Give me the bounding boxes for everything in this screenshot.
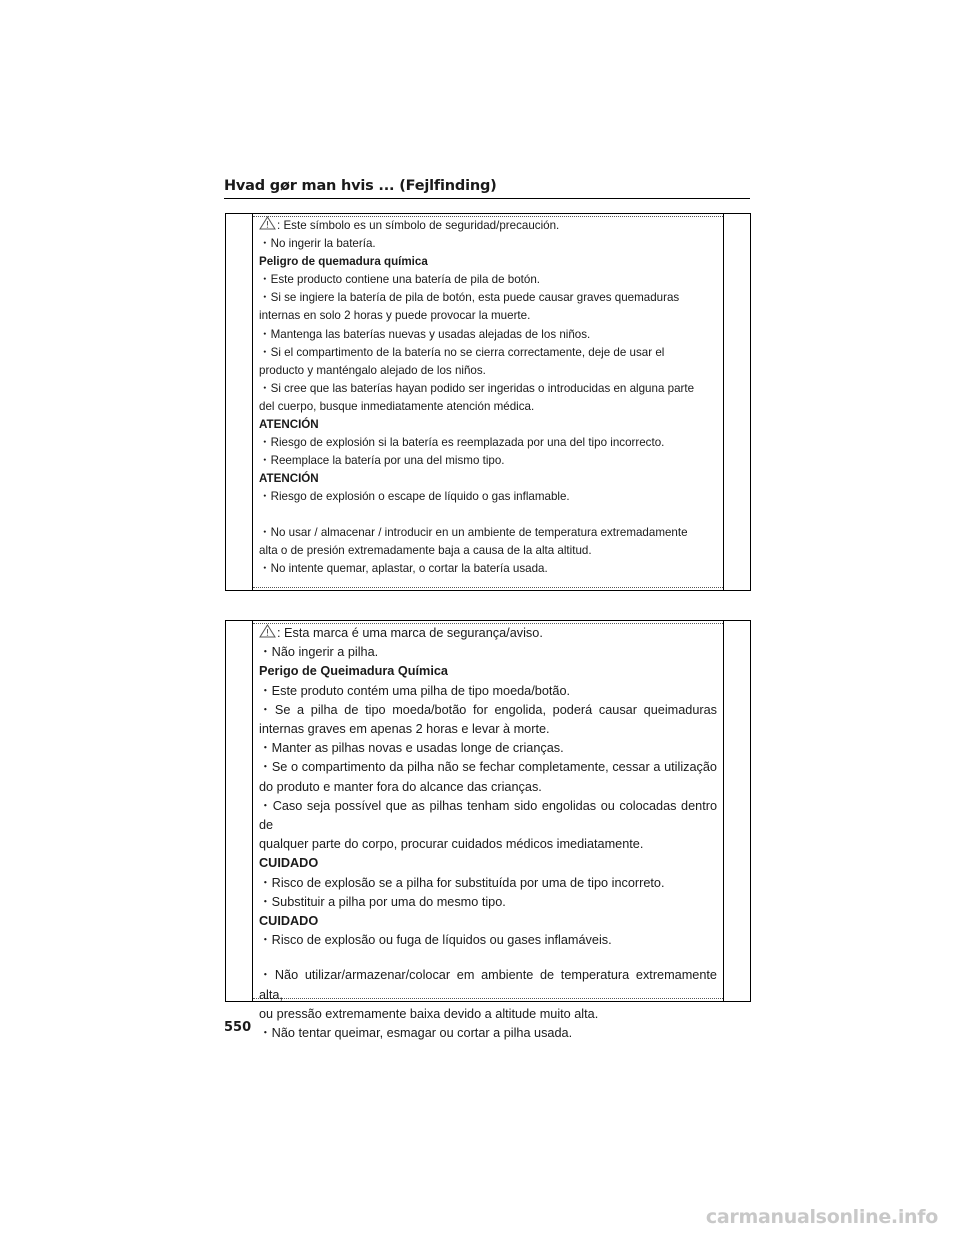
box-right-column	[723, 621, 724, 1001]
section-heading: ATENCIÓN	[259, 472, 319, 486]
section-heading: ATENCIÓN	[259, 418, 319, 432]
text-line: ・Caso seja possível que as pilhas tenham sido engolidas ou colocadas dentro de	[259, 798, 717, 833]
header-rule	[224, 198, 750, 199]
spanish-warning-text	[259, 216, 717, 578]
text-line: ・Se a pilha de tipo moeda/botão for engolida, poderá causar queimaduras	[259, 702, 717, 717]
text-line: ・Riesgo de explosión si la batería es reemplazada por una del tipo incorrecto.	[259, 436, 665, 450]
text-line: ・Não ingerir a pilha.	[259, 645, 379, 660]
text-line: ・Manter as pilhas novas e usadas longe de crianças.	[259, 741, 564, 756]
box-left-column	[252, 621, 253, 1001]
text-line: del cuerpo, busque inmediatamente atención médica.	[259, 399, 535, 413]
blank-line	[259, 950, 717, 966]
text-line: ・Este producto contiene una batería de pila de botón.	[259, 273, 541, 287]
text-line: ・No usar / almacenar / introducir en un ambiente de temperatura extremadamente	[259, 525, 688, 539]
text-line: ・Si se ingiere la batería de pila de botón, esta puede causar graves quemaduras	[259, 291, 680, 305]
page-number: 550	[224, 1020, 252, 1035]
text-line: ・Risco de explosão ou fuga de líquidos ou gases inflamáveis.	[259, 933, 612, 948]
symbol-note-text: : Este símbolo es un símbolo de seguridad/precaución.	[277, 219, 560, 232]
text-line: do produto e manter fora do alcance das crianças.	[259, 779, 542, 794]
text-line: ・Se o compartimento da pilha não se fechar completamente, cessar a utilização	[259, 760, 717, 775]
text-line: ・Si cree que las baterías hayan podido ser ingeridas o introducidas en alguna parte	[259, 381, 695, 395]
text-line: ・Riesgo de explosión o escape de líquido o gas inflamable.	[259, 490, 570, 504]
portuguese-warning-text	[259, 624, 717, 1043]
watermark: carmanualsonline.info	[705, 1206, 938, 1228]
text-line: ・Mantenga las baterías nuevas y usadas alejadas de los niños.	[259, 327, 591, 341]
text-line: internas graves em apenas 2 horas e levar à morte.	[259, 722, 550, 737]
text-line: ・Reemplace la batería por una del mismo tipo.	[259, 454, 505, 468]
text-line: alta o de presión extremadamente baja a causa de la alta altitud.	[259, 543, 592, 557]
warning-triangle-icon	[259, 624, 276, 638]
text-line: ・Si el compartimento de la batería no se cierra correctamente, deje de usar el	[259, 345, 665, 359]
text-line: ・Não utilizar/armazenar/colocar em ambiente de temperatura extremamente alta,	[259, 968, 717, 1002]
text-line: ou pressão extremamente baixa devido a altitude muito alta.	[259, 1006, 599, 1021]
spanish-warning-box	[225, 213, 751, 591]
page-header-title: Hvad gør man hvis ... (Fejlfinding)	[224, 178, 497, 194]
blank-line	[259, 507, 717, 524]
section-heading: Perigo de Queimadura Química	[259, 664, 448, 679]
symbol-note-text: : Esta marca é uma marca de segurança/aviso.	[277, 626, 543, 640]
text-line: ・Substituir a pilha por uma do mesmo tipo.	[259, 894, 506, 909]
text-line: ・Não tentar queimar, esmagar ou cortar a pilha usada.	[259, 1026, 573, 1041]
text-line: producto y manténgalo alejado de los niños.	[259, 363, 486, 377]
section-heading: CUIDADO	[259, 856, 319, 871]
symbol-note	[259, 216, 717, 235]
box-dotted-bottom	[253, 587, 723, 588]
text-line: ・Risco de explosão se a pilha for substituída por uma de tipo incorreto.	[259, 875, 665, 890]
text-line: ・No intente quemar, aplastar, o cortar la batería usada.	[259, 561, 548, 575]
symbol-note	[259, 624, 717, 643]
warning-triangle-icon	[259, 216, 276, 230]
text-line: qualquer parte do corpo, procurar cuidados médicos imediatamente.	[259, 837, 644, 852]
text-line: ・No ingerir la batería.	[259, 237, 376, 251]
section-heading: CUIDADO	[259, 914, 319, 929]
box-left-column	[252, 214, 253, 590]
text-line: ・Este produto contém uma pilha de tipo moeda/botão.	[259, 683, 571, 698]
box-right-column	[723, 214, 724, 590]
text-line: internas en solo 2 horas y puede provocar la muerte.	[259, 309, 531, 323]
section-heading: Peligro de quemadura química	[259, 255, 428, 269]
